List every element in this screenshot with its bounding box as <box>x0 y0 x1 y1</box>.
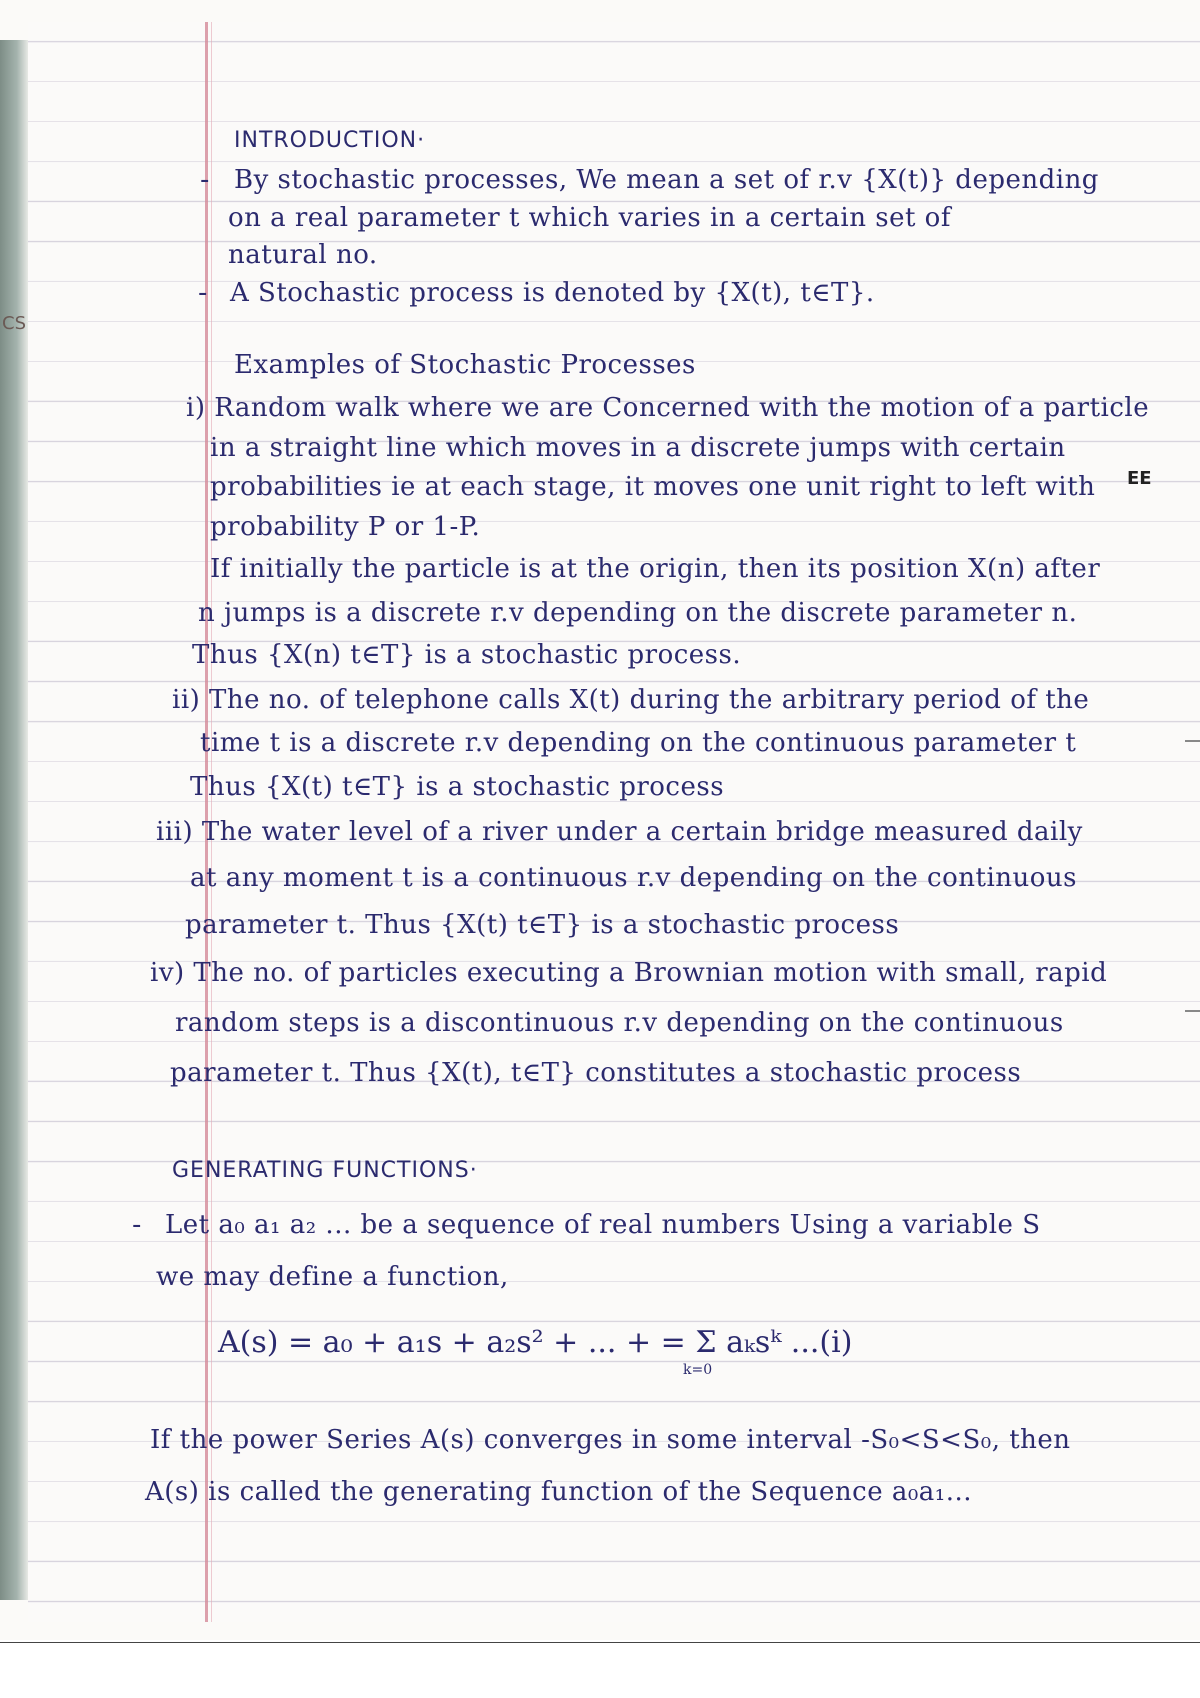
bottom-rule <box>0 1642 1200 1643</box>
example-line-5: If initially the particle is at the origin, then its position X(n) after <box>210 554 1101 584</box>
generating-line-1: Let a₀ a₁ a₂ ... be a sequence of real numbers Using a variable S <box>165 1210 1041 1240</box>
equation-sum-index: k=0 <box>683 1362 713 1378</box>
generating-line-2: we may define a function, <box>156 1262 509 1292</box>
example-line-3: probabilities ie at each stage, it moves one unit right to left with <box>210 472 1096 502</box>
example-line-13: parameter t. Thus {X(t) t∈T} is a stochastic process <box>185 910 900 940</box>
spine-tab-label: CS <box>2 313 26 334</box>
intro-line-4: A Stochastic process is denoted by {X(t), t∈T}. <box>230 278 875 308</box>
example-line-9: time t is a discrete r.v depending on the continuous parameter t <box>200 728 1077 758</box>
example-line-2: in a straight line which moves in a discrete jumps with certain <box>210 433 1066 463</box>
bottom-strip <box>0 1640 1200 1698</box>
intro-heading: INTRODUCTION· <box>234 128 426 153</box>
right-edge-rule <box>1185 740 1200 742</box>
example-line-7: Thus {X(n) t∈T} is a stochastic process. <box>192 640 742 670</box>
example-line-16: parameter t. Thus {X(t), t∈T} constitutes a stochastic process <box>170 1058 1022 1088</box>
example-line-15: random steps is a discontinuous r.v depending on the continuous <box>175 1008 1064 1038</box>
examples-heading: Examples of Stochastic Processes <box>234 350 696 380</box>
example-line-14: iv) The no. of particles executing a Brownian motion with small, rapid <box>150 958 1108 988</box>
generating-equation: A(s) = a₀ + a₁s + a₂s² + ... + = Σ aₖsᵏ ...(i) <box>218 1325 853 1360</box>
example-line-10: Thus {X(t) t∈T} is a stochastic process <box>190 772 725 802</box>
intro-line-3: natural no. <box>228 240 378 270</box>
bullet-dash: - <box>200 165 210 195</box>
generating-line-3: If the power Series A(s) converges in some interval -S₀<S<S₀, then <box>150 1425 1071 1455</box>
bullet-dash: - <box>132 1210 142 1240</box>
generating-line-4: A(s) is called the generating function of the Sequence a₀a₁... <box>145 1477 972 1507</box>
bullet-dash: - <box>198 278 208 308</box>
generating-heading: GENERATING FUNCTIONS· <box>172 1158 478 1183</box>
intro-line-1: By stochastic processes, We mean a set of r.v {X(t)} depending <box>234 165 1099 195</box>
example-line-8: ii) The no. of telephone calls X(t) during the arbitrary period of the <box>172 685 1090 715</box>
example-line-4: probability P or 1-P. <box>210 512 481 542</box>
example-line-1: i) Random walk where we are Concerned with the motion of a particle <box>186 393 1150 423</box>
side-mark-ee: EE <box>1127 468 1152 489</box>
example-line-11: iii) The water level of a river under a certain bridge measured daily <box>156 817 1083 847</box>
right-edge-rule <box>1185 1010 1200 1012</box>
intro-line-2: on a real parameter t which varies in a certain set of <box>228 203 951 233</box>
example-line-12: at any moment t is a continuous r.v depending on the continuous <box>190 863 1078 893</box>
example-line-6: n jumps is a discrete r.v depending on the discrete parameter n. <box>198 598 1078 628</box>
